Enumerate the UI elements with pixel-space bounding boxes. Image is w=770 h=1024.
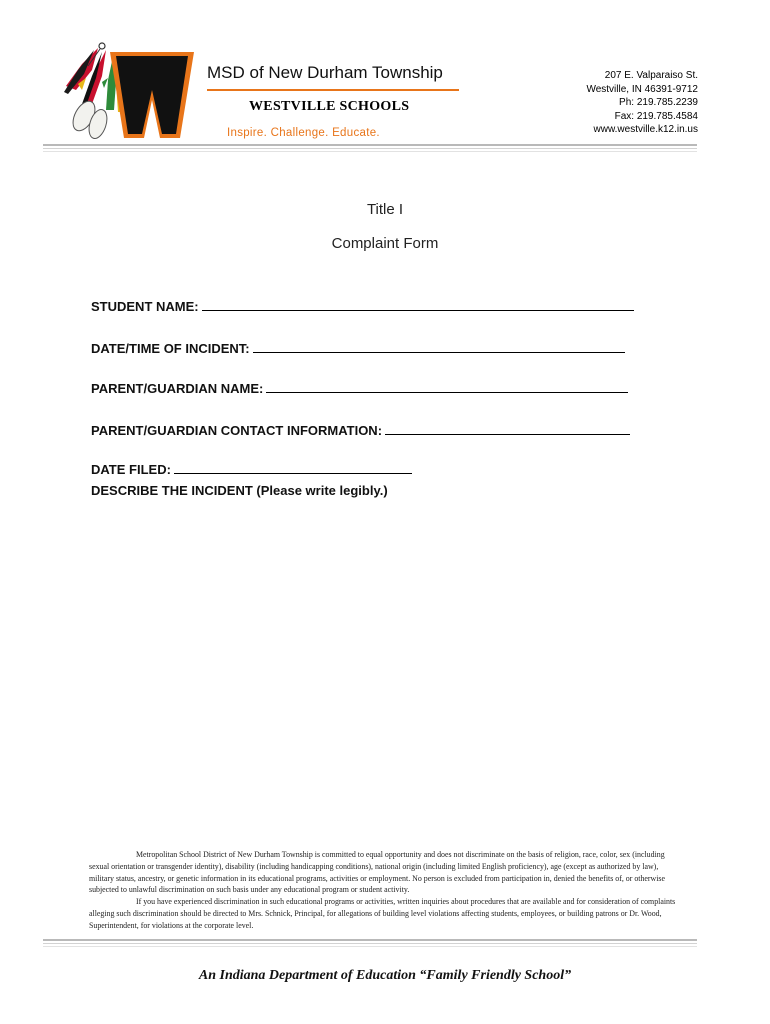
westville-logo	[58, 40, 196, 142]
org-name: MSD of New Durham Township	[207, 63, 443, 82]
nondiscrimination-notice	[89, 849, 681, 932]
notice-paragraph-1: Metropolitan School District of New Durham Township is committed to equal opportunity and does not discriminate on the basis of religion, race, color, sex (including sexual orientation or transgender identity), disability (including handicapping conditions), national origin (including limited English proficiency), age (except as authorized by law), military status, ancestry, or genetic information in its educational programs, activities or employment. No person is excluded from participation in, denied the benefits of, or otherwise subjected to unlawful discrimination on such basis under any educational program or student activity.	[89, 850, 666, 895]
address-website[interactable]: www.westville.k12.in.us	[593, 124, 698, 135]
student-name-label: STUDENT NAME:	[91, 299, 199, 314]
parent-contact-label: PARENT/GUARDIAN CONTACT INFORMATION:	[91, 423, 383, 438]
describe-incident-label: DESCRIBE THE INCIDENT (Please write legibly.)	[91, 483, 388, 498]
address-phone: Ph: 219.785.2239	[619, 97, 698, 108]
parent-name-field[interactable]	[91, 380, 628, 396]
date-time-field[interactable]	[91, 340, 625, 356]
form-subtitle: Complaint Form	[331, 235, 439, 252]
footer-slogan: An Indiana Department of Education “Family Friendly School”	[198, 968, 572, 983]
footer-rule	[43, 939, 697, 947]
w-letter-icon	[110, 52, 194, 138]
student-name-field[interactable]	[91, 298, 634, 314]
form-title: Title I	[366, 201, 404, 218]
address-block	[586, 69, 698, 137]
header-rule	[43, 144, 697, 152]
motto: Inspire. Challenge. Educate.	[227, 127, 380, 139]
parent-contact-line[interactable]	[385, 422, 630, 435]
address-fax: Fax: 219.785.4584	[614, 110, 698, 122]
date-filed-label: DATE FILED:	[91, 462, 171, 477]
parent-name-line[interactable]	[266, 380, 628, 393]
notice-paragraph-2: If you have experienced discrimination in such educational programs or activities, written inquiries about procedures that are available and for consideration of complaints alleging such discrimination should be directed to Mrs. Schnick, Principal, for allegations of building level violations affecting students, employees, or building patrons or Dr. Wood, Superintendent, for violations at the corporate level.	[89, 897, 676, 930]
date-filed-line[interactable]	[174, 461, 412, 474]
date-time-line[interactable]	[253, 340, 625, 353]
parent-name-label: PARENT/GUARDIAN NAME:	[91, 381, 264, 396]
parent-contact-field[interactable]	[91, 422, 630, 438]
student-name-line[interactable]	[202, 298, 634, 311]
date-filed-field[interactable]	[91, 461, 412, 477]
header-divider	[207, 89, 459, 91]
school-name: WESTVILLE SCHOOLS	[249, 99, 410, 114]
address-city: Westville, IN 46391-9712	[586, 83, 698, 95]
address-street: 207 E. Valparaiso St.	[604, 70, 698, 81]
date-time-label: DATE/TIME OF INCIDENT:	[91, 341, 250, 356]
